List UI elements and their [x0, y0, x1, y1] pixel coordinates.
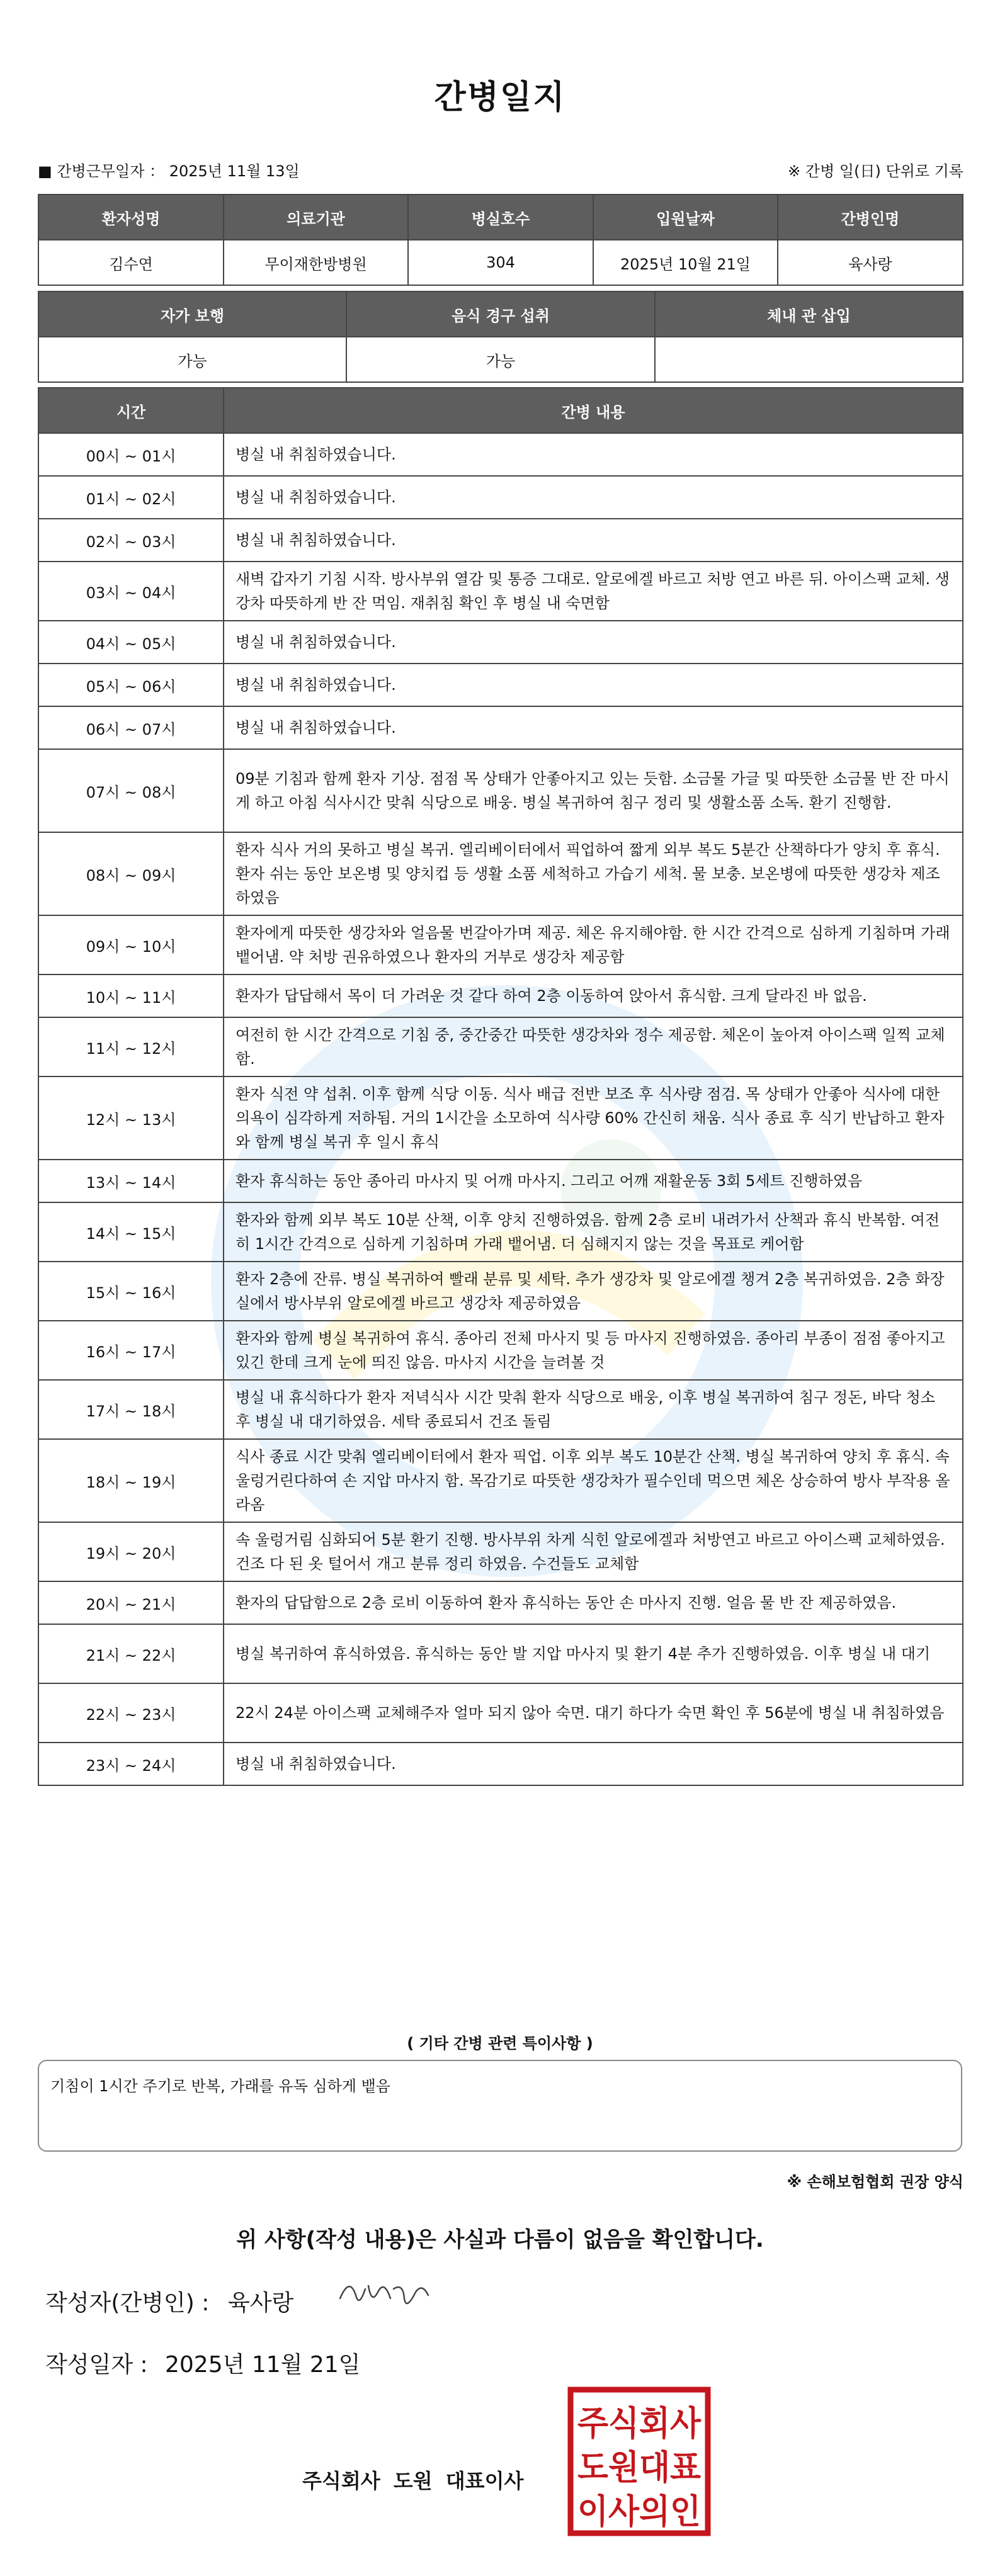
writer-name: 육사랑: [228, 2290, 294, 2316]
log-row: [38, 1683, 963, 1743]
log-time: 16시 ~ 17시: [38, 1321, 224, 1380]
log-content: 병실 내 취침하였습니다.: [224, 1743, 963, 1785]
log-row: [38, 621, 963, 664]
log-content: 환자 2층에 잔류. 병실 복귀하여 빨래 분류 및 세탁. 추가 생강차 및 알로에겔 챙겨 2층 복귀하였음. 2층 화장실에서 방사부위 알로에겔 바르고 생강차 제공하였음: [224, 1262, 963, 1321]
log-time: 15시 ~ 16시: [38, 1262, 224, 1321]
log-time: 09시 ~ 10시: [38, 915, 224, 974]
room-number: 304: [408, 240, 593, 285]
header-admission-date: 입원날짜: [593, 195, 778, 240]
log-time: 21시 ~ 22시: [38, 1624, 224, 1683]
log-row: [38, 1160, 963, 1202]
log-time: 03시 ~ 04시: [38, 562, 224, 621]
log-row: [38, 706, 963, 749]
header-hospital: 의료기관: [224, 195, 408, 240]
log-row: [38, 1321, 963, 1380]
patient-info-table: [38, 194, 963, 286]
log-row: [38, 1581, 963, 1624]
log-content: 병실 내 취침하였습니다.: [224, 621, 963, 664]
header-tube-insertion: 체내 관 삽입: [655, 291, 963, 337]
caregiver-name: 육사랑: [778, 240, 963, 285]
writer-label: 작성자(간병인) :: [45, 2290, 210, 2316]
log-time: 22시 ~ 23시: [38, 1683, 224, 1743]
written-date-label: 작성일자 :: [45, 2352, 148, 2378]
log-row: [38, 562, 963, 621]
log-content: 병실 내 취침하였습니다.: [224, 476, 963, 519]
log-row: [38, 1017, 963, 1076]
log-content: 병실 내 휴식하다가 환자 저녁식사 시간 맞춰 환자 식당으로 배웅, 이후 병실 복귀하여 침구 정돈, 바닥 청소 후 병실 내 대기하였음. 세탁 종료되서 건조 돌림: [224, 1380, 963, 1439]
header-oral-intake: 음식 경구 섭취: [346, 291, 655, 337]
log-time: 10시 ~ 11시: [38, 974, 224, 1017]
log-time: 13시 ~ 14시: [38, 1160, 224, 1202]
log-row: [38, 1076, 963, 1160]
log-row: [38, 476, 963, 519]
log-row: [38, 519, 963, 562]
log-content: 환자와 함께 병실 복귀하여 휴식. 종아리 전체 마사지 및 등 마사지 진행하였음. 종아리 부종이 점점 좋아지고 있긴 한데 크게 눈에 띄진 않음. 마사지 시간을 늘려볼 것: [224, 1321, 963, 1380]
log-content: 환자 휴식하는 동안 종아리 마사지 및 어깨 마사지. 그리고 어깨 재활운동 3회 5세트 진행하였음: [224, 1160, 963, 1202]
log-time: 02시 ~ 03시: [38, 519, 224, 562]
svg-text:이사의인: 이사의인: [577, 2492, 701, 2531]
header-caregiver: 간병인명: [778, 195, 963, 240]
log-content: 09분 기침과 함께 환자 기상. 점점 목 상태가 안좋아지고 있는 듯함. 소금물 가글 및 따뜻한 소금물 반 잔 마시게 하고 아침 식사시간 맞춰 식당으로 배웅. 병실 복귀하여 침구 정리 및 생활소품 소독. 환기 진행함.: [224, 749, 963, 832]
log-content: 병실 내 취침하였습니다.: [224, 433, 963, 476]
log-content: 환자와 함께 외부 복도 10분 산책, 이후 양치 진행하였음. 함께 2층 로비 내려가서 산책과 휴식 반복함. 여전히 1시간 간격으로 심하게 기침하며 가래 뱉어냄. 더 심해지지 않는 것을 목표로 케어함: [224, 1202, 963, 1262]
log-time: 04시 ~ 05시: [38, 621, 224, 664]
log-row: [38, 1380, 963, 1439]
log-time: 23시 ~ 24시: [38, 1743, 224, 1785]
log-time: 12시 ~ 13시: [38, 1076, 224, 1160]
log-time: 11시 ~ 12시: [38, 1017, 224, 1076]
patient-name: 김수연: [38, 240, 224, 285]
log-time: 14시 ~ 15시: [38, 1202, 224, 1262]
log-row: [38, 915, 963, 974]
log-time: 17시 ~ 18시: [38, 1380, 224, 1439]
log-row: [38, 1202, 963, 1262]
log-row: [38, 1262, 963, 1321]
log-content: 식사 종료 시간 맞춰 엘리베이터에서 환자 픽업. 이후 외부 복도 10분간 산책. 병실 복귀하여 양치 후 휴식. 속 울렁거린다하여 손 지압 마사지 함. 목감기로 따뜻한 생강차가 필수인데 먹으면 체온 상승하여 방사 부작용 올라옴: [224, 1439, 963, 1522]
remarks-box: [38, 2060, 962, 2152]
header-time: 시간: [38, 388, 224, 433]
company-seal: [567, 2386, 712, 2537]
handwritten-signature: [334, 2270, 435, 2320]
log-content: 속 울렁거림 심화되어 5분 환기 진행. 방사부위 차게 식힌 알로에겔과 처방연고 바르고 아이스팩 교체하였음. 건조 다 된 옷 털어서 개고 분류 정리 하였음. 수건들도 교체함: [224, 1522, 963, 1581]
log-content: 환자 식전 약 섭취. 이후 함께 식당 이동. 식사 배급 전반 보조 후 식사량 점검. 목 상태가 안좋아 식사에 대한 의욕이 심각하게 저하됨. 거의 1시간을 소모하여 식사량 60% 간신히 채움. 식사 종료 후 식기 반납하고 환자와 함께 병실 복귀 후 일시 휴식: [224, 1076, 963, 1160]
written-date-line: [45, 2347, 360, 2379]
header-self-walking: 자가 보행: [38, 291, 346, 337]
log-row: [38, 749, 963, 832]
oral-intake-value: 가능: [346, 337, 655, 382]
log-time: 07시 ~ 08시: [38, 749, 224, 832]
log-row: [38, 832, 963, 915]
confirmation-statement: 위 사항(작성 내용)은 사실과 다름이 없음을 확인합니다.: [236, 2227, 764, 2252]
log-row: [38, 433, 963, 476]
caregiving-date: [38, 159, 300, 181]
log-content: 병실 내 취침하였습니다.: [224, 519, 963, 562]
log-content: 22시 24분 아이스팩 교체해주자 얼마 되지 않아 숙면. 대기 하다가 숙면 확인 후 56분에 병실 내 취침하였음: [224, 1683, 963, 1743]
log-content: 병실 내 취침하였습니다.: [224, 664, 963, 706]
written-date-value: 2025년 11월 21일: [165, 2352, 361, 2378]
header-room: 병실호수: [408, 195, 593, 240]
log-content: 병실 복귀하여 휴식하였음. 휴식하는 동안 발 지압 마사지 및 환기 4분 추가 진행하였음. 이후 병실 내 대기: [224, 1624, 963, 1683]
tube-insertion-value: [655, 337, 963, 382]
patient-status-table: [38, 291, 963, 383]
log-row: [38, 664, 963, 706]
log-content: 환자 식사 거의 못하고 병실 복귀. 엘리베이터에서 픽업하여 짧게 외부 복도 5분간 산책하다가 양치 후 휴식. 환자 쉬는 동안 보온병 및 양치컵 등 생활 소품 세척하고 가습기 세척. 물 보충. 보온병에 따뜻한 생강차 제조하였음: [224, 832, 963, 915]
care-log-table: [38, 387, 963, 1786]
log-time: 19시 ~ 20시: [38, 1522, 224, 1581]
log-time: 08시 ~ 09시: [38, 832, 224, 915]
caregiving-date-value: 2025년 11월 13일: [169, 162, 300, 180]
hospital-name: 무이재한방병원: [224, 240, 408, 285]
unit-note: ※ 간병 일(日) 단위로 기록: [788, 162, 963, 180]
header-patient-name: 환자성명: [38, 195, 224, 240]
log-content: 병실 내 취침하였습니다.: [224, 706, 963, 749]
header-care-content: 간병 내용: [224, 388, 963, 433]
page-title: 간병일지: [434, 79, 566, 116]
log-content: 환자가 답답해서 목이 더 가려운 것 같다 하여 2층 이동하여 앉아서 휴식함. 크게 달라진 바 없음.: [224, 974, 963, 1017]
remarks-title: ( 기타 간병 관련 특이사항 ): [407, 2035, 593, 2052]
admission-date: 2025년 10월 21일: [593, 240, 778, 285]
log-time: 05시 ~ 06시: [38, 664, 224, 706]
log-row: [38, 1439, 963, 1522]
self-walking-value: 가능: [38, 337, 346, 382]
svg-text:주식회사: 주식회사: [577, 2404, 702, 2443]
log-time: 20시 ~ 21시: [38, 1581, 224, 1624]
writer-line: [45, 2285, 293, 2317]
log-time: 18시 ~ 19시: [38, 1439, 224, 1522]
log-content: 새벽 갑자기 기침 시작. 방사부위 열감 및 통증 그대로. 알로에겔 바르고 처방 연고 바른 뒤. 아이스팩 교체. 생강차 따뜻하게 반 잔 먹임. 재취침 확인 후 병실 내 숙면함: [224, 562, 963, 621]
log-content: 환자에게 따뜻한 생강차와 얼음물 번갈아가며 제공. 체온 유지해야함. 한 시간 간격으로 심하게 기침하며 가래 뱉어냄. 약 처방 권유하였으나 환자의 거부로 생강차 제공함: [224, 915, 963, 974]
log-row: [38, 974, 963, 1017]
log-content: 환자의 답답함으로 2층 로비 이동하여 환자 휴식하는 동안 손 마사지 진행. 얼음 물 반 잔 제공하였음.: [224, 1581, 963, 1624]
recommendation-note: ※ 손해보험협회 권장 양식: [787, 2173, 963, 2191]
log-time: 00시 ~ 01시: [38, 433, 224, 476]
remarks-text: 기침이 1시간 주기로 반복, 가래를 유독 심하게 뱉음: [50, 2077, 390, 2095]
log-time: 06시 ~ 07시: [38, 706, 224, 749]
log-row: [38, 1522, 963, 1581]
log-row: [38, 1743, 963, 1785]
caregiving-date-label: ■ 간병근무일자 ：: [38, 162, 165, 180]
log-time: 01시 ~ 02시: [38, 476, 224, 519]
company-representative: 주식회사 도원 대표이사: [302, 2469, 524, 2493]
log-content: 여전히 한 시간 간격으로 기침 중, 중간중간 따뜻한 생강차와 정수 제공함. 체온이 높아져 아이스팩 일찍 교체함.: [224, 1017, 963, 1076]
svg-text:도원대표: 도원대표: [577, 2448, 701, 2487]
log-row: [38, 1624, 963, 1683]
